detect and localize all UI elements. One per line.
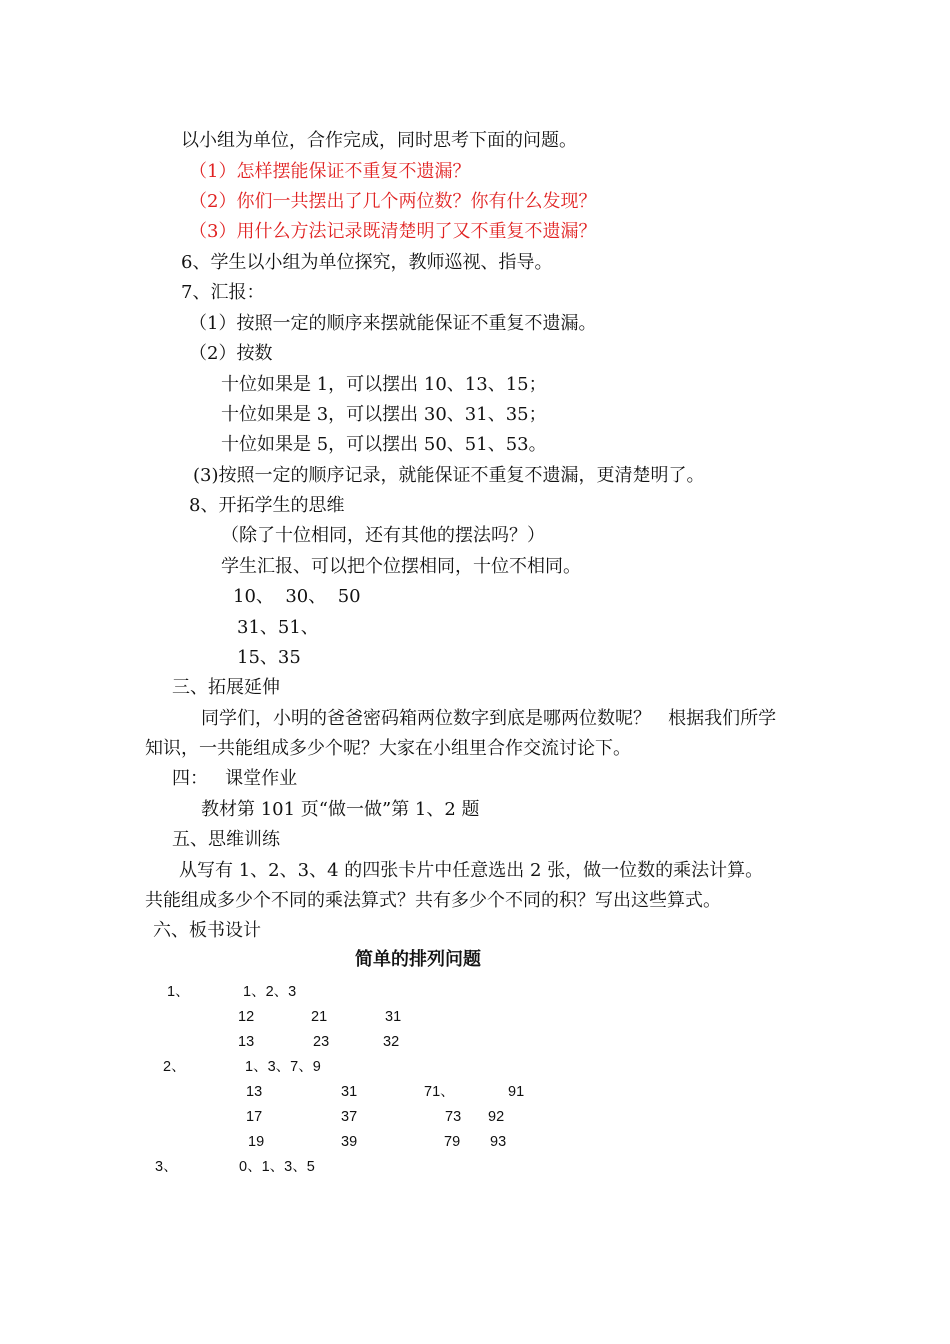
text-line: （2）按数 [189,343,273,364]
section-heading: 三、拓展延伸 [172,677,280,698]
board-cell: 31 [385,1009,402,1025]
board-cell: 21 [311,1009,328,1025]
text-line: 6、学生以小组为单位探究，教师巡视、指导。 [181,252,553,273]
board-cell: 73 [445,1109,462,1125]
board-cell: 13 [246,1084,263,1100]
question-line: （2）你们一共摆出了几个两位数？你有什么发现？ [189,191,597,212]
text-line: 共能组成多少个不同的乘法算式？共有多少个不同的积？写出这些算式。 [145,890,721,911]
board-digits: 1、3、7、9 [245,1059,321,1075]
board-cell: 92 [488,1109,505,1125]
text-line: 十位如果是 1，可以摆出 10、13、15； [221,374,547,395]
text-line: （除了十位相同，还有其他的摆法吗？） [221,525,545,546]
text-line: 十位如果是 5，可以摆出 50、51、53。 [221,434,547,455]
board-item-number: 1、 [167,984,190,1000]
text-line: 同学们，小明的爸爸密码箱两位数字到底是哪两位数呢？ 根据我们所学 [201,708,777,729]
board-cell: 39 [341,1134,358,1150]
board-cell: 71、 [424,1084,455,1100]
board-cell: 91 [508,1084,525,1100]
board-cell: 79 [444,1134,461,1150]
text-line: (3)按照一定的顺序记录，就能保证不重复不遗漏，更清楚明了。 [193,465,705,486]
board-cell: 19 [248,1134,265,1150]
board-title: 简单的排列问题 [355,949,481,970]
board-digits: 0、1、3、5 [239,1159,315,1175]
text-line: 教材第 101 页“做一做”第 1、2 题 [201,799,480,820]
board-cell: 32 [383,1034,400,1050]
text-line: （1）按照一定的顺序来摆就能保证不重复不遗漏。 [189,313,597,334]
board-cell: 37 [341,1109,358,1125]
board-item-number: 2、 [163,1059,186,1075]
text-line: 以小组为单位，合作完成，同时思考下面的问题。 [181,130,577,151]
section-heading: 五、思维训练 [172,829,280,850]
section-heading: 六、板书设计 [153,920,261,941]
board-cell: 23 [313,1034,330,1050]
board-cell: 12 [238,1009,255,1025]
board-cell: 17 [246,1109,263,1125]
board-item-number: 3、 [155,1159,178,1175]
text-line: 10、 30、 50 [233,586,361,607]
board-cell: 13 [238,1034,255,1050]
text-line: 8、开拓学生的思维 [189,495,345,516]
text-line: 7、汇报： [181,282,265,303]
text-line: 从写有 1、2、3、4 的四张卡片中任意选出 2 张，做一位数的乘法计算。 [179,860,764,881]
board-cell: 93 [490,1134,507,1150]
section-heading: 四： 课堂作业 [172,768,298,789]
text-line: 15、35 [237,647,301,668]
question-line: （1）怎样摆能保证不重复不遗漏？ [189,161,471,182]
text-line: 知识，一共能组成多少个呢？大家在小组里合作交流讨论下。 [145,738,631,759]
text-line: 31、51、 [237,617,319,638]
board-digits: 1、2、3 [243,984,297,1000]
text-line: 十位如果是 3，可以摆出 30、31、35； [221,404,547,425]
text-line: 学生汇报、可以把个位摆相同，十位不相同。 [221,556,581,577]
board-cell: 31 [341,1084,358,1100]
question-line: （3）用什么方法记录既清楚明了又不重复不遗漏？ [189,221,597,242]
